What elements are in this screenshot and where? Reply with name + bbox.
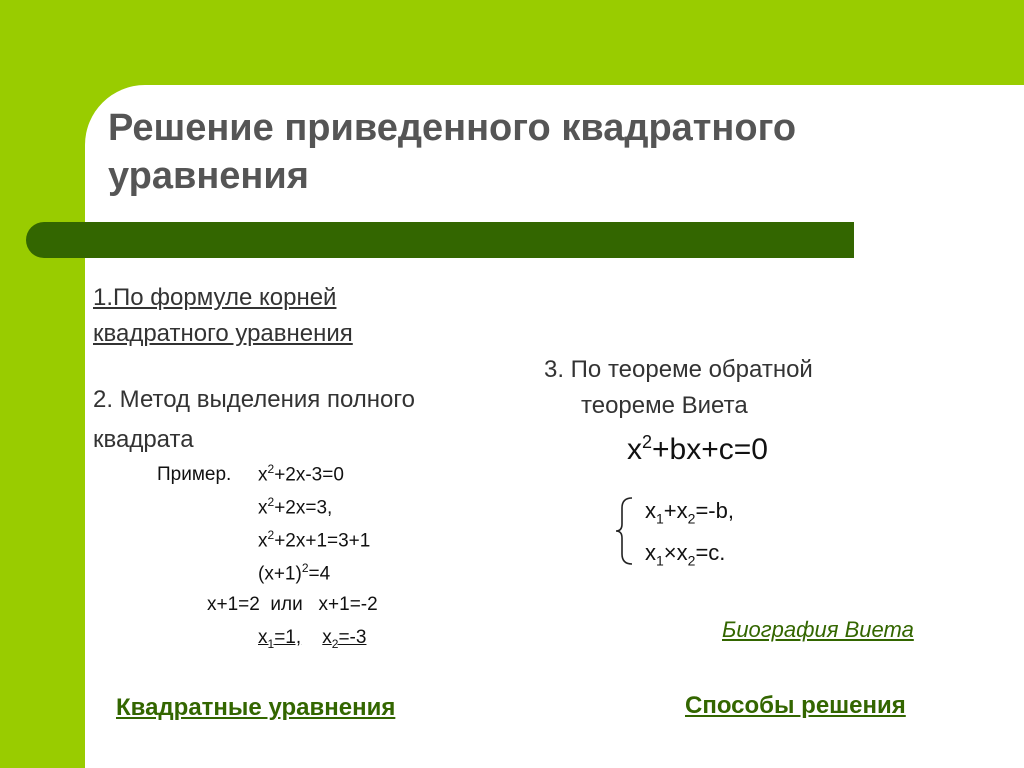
biography-link[interactable]: Биография Виета (722, 617, 914, 642)
method-1-line-1[interactable]: 1.По формуле корней (93, 284, 337, 311)
method-2-line-2: квадрата (93, 426, 194, 453)
slide-title: Решение приведенного квадратного уравнения (108, 107, 797, 197)
method-1-link[interactable] (93, 280, 353, 352)
method-1-line-2[interactable]: квадратного уравнения (93, 320, 353, 347)
method-3-heading (544, 352, 813, 424)
method-2-heading (93, 380, 415, 460)
vieta-product: $x_1\times x_2=c$. (645, 540, 726, 569)
example-solutions: $x_1=1$, $x_2=-3$ (258, 627, 367, 651)
vieta-equation: $x^2+bx+c=0$ (627, 432, 768, 466)
quadratic-equations-link[interactable]: Квадратные уравнения (116, 694, 396, 721)
example-line-4: $(x+1)^2=4$ (258, 561, 331, 585)
title-divider-bar (26, 222, 854, 258)
example-line-2: $x^2+2x=3$, (258, 495, 333, 519)
example-label: Пример. (157, 464, 232, 485)
example-line-1: $x^2+2x-3=0$ (258, 462, 344, 486)
example-line-5: x+1=2 или x+1=-2 (207, 594, 378, 615)
example-line-3: $x^2+2x+1=3+1$ (258, 528, 371, 552)
method-2-line-1: 2. Метод выделения полного (93, 386, 415, 413)
solution-methods-link[interactable]: Способы решения (685, 692, 906, 719)
system-brace-icon (612, 496, 636, 566)
method-3-line-1: 3. По теореме обратной (544, 356, 813, 383)
method-3-line-2: теореме Виета (581, 392, 748, 419)
vieta-sum: $x_1+x_2=-b$, (645, 498, 734, 527)
